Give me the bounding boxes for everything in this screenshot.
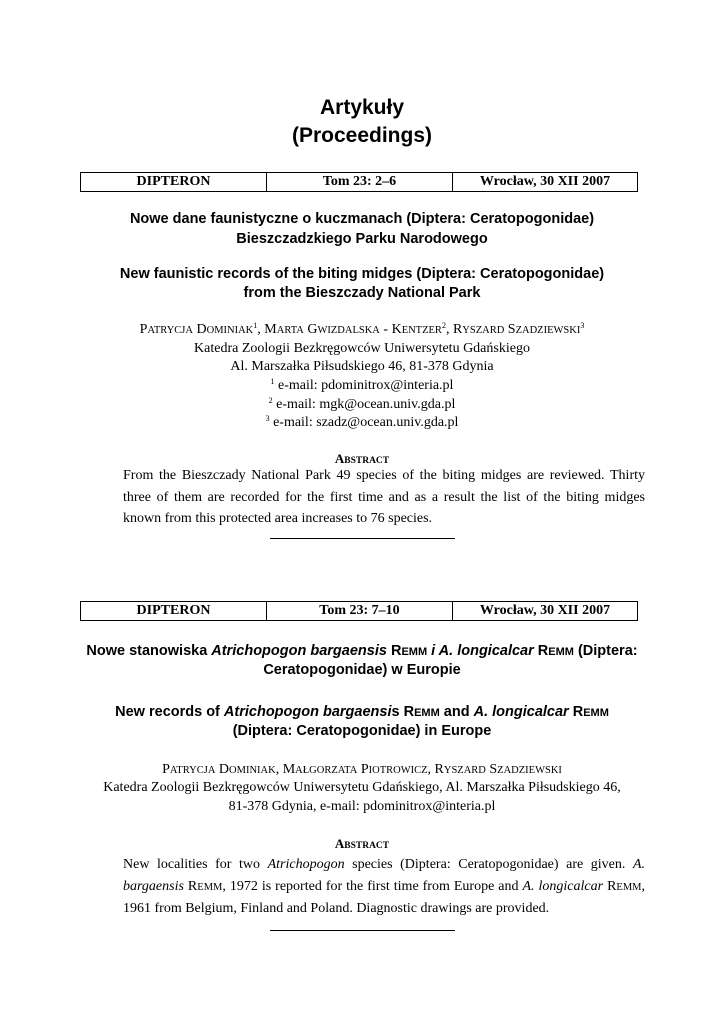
article-1-divider (270, 538, 455, 539)
section-subtitle: (Proceedings) (291, 124, 433, 147)
article-1-authors: PATRYCJA DOMINIAK$^1$, MARTA GWIZDALSKA - KENTZER$^2$, RYSZARD SZADZIEWSKI$^3$ (139, 321, 585, 337)
section-title: Artykuły (319, 96, 405, 119)
article-1-affiliation: Katedra Zoologii Bezkręgowców Uniwersytetu Gdańskiego (194, 341, 530, 356)
article-2-address-email: 81-378 Gdynia, e-mail: pdominitrox@interia.pl (228, 799, 496, 814)
article-2-title-en-line1: New records of Atrichopogon bargaensis REMM and A. longicalcar REMM (115, 704, 609, 720)
place-date: Wrocław, 30 XII 2007 (479, 174, 611, 189)
article-2-info-table (80, 601, 638, 621)
article-1-title-pl-line1: Nowe dane faunistyczne o kuczmanach (Diptera: Ceratopogonidae) (129, 211, 595, 227)
article-1-title-pl-line2: Bieszczadzkiego Parku Narodowego (236, 231, 488, 247)
article-1-abstract-heading: ABSTRACT (334, 451, 390, 466)
article-1-info-table (80, 172, 638, 192)
article-1-title-en-line2: from the Bieszczady National Park (243, 285, 481, 301)
journal-name: DIPTERON (81, 602, 267, 620)
volume-pages: Tom 23: 2–6 (267, 173, 453, 191)
article-1-address: Al. Marszałka Piłsudskiego 46, 81-378 Gdynia (230, 359, 494, 374)
article-1-email-3: $^3$ e-mail: szadz@ocean.univ.gda.pl (265, 414, 459, 430)
article-1-title-en-line1: New faunistic records of the biting midges (Diptera: Ceratopogonidae) (119, 266, 605, 282)
article-2-authors: PATRYCJA DOMINIAK, MAŁGORZATA PIOTROWICZ, RYSZARD SZADZIEWSKI (162, 762, 562, 777)
article-1-email-1: $^1$ e-mail: pdominitrox@interia.pl (270, 377, 454, 393)
article-2-abstract-heading: ABSTRACT (334, 836, 390, 851)
place-date: Wrocław, 30 XII 2007 (479, 603, 611, 618)
article-1-abstract-text: From the Bieszczady National Park 49 species of the biting midges are reviewed. Thirty three of them are recorded for the first time and as a result the list of the biting midges known from this protected area increases to 76 species. (123, 468, 645, 526)
article-2-abstract-text: New localities for two Atrichopogon species (Diptera: Ceratopogonidae) are given. A. bargaensis REMM, 1972 is reported for the first time from Europe and A. longicalcar REMM, 1961 from Belgium, Finland and Poland. Diagnostic drawings are provided. (123, 857, 646, 916)
article-2-affiliation: Katedra Zoologii Bezkręgowców Uniwersytetu Gdańskiego, Al. Marszałka Piłsudskiego 46, (103, 780, 621, 795)
article-2-title-pl-line1: Nowe stanowiska Atrichopogon bargaensis REMM i A. longicalcar REMM (Diptera: (86, 643, 638, 659)
article-2-title-pl-line2: Ceratopogonidae) w Europie (263, 662, 461, 678)
article-2-title-en-line2: (Diptera: Ceratopogonidae) in Europe (232, 723, 492, 739)
volume-pages: Tom 23: 7–10 (267, 602, 453, 620)
article-1-email-2: $^2$ e-mail: mgk@ocean.univ.gda.pl (268, 396, 456, 412)
journal-name: DIPTERON (81, 173, 267, 191)
article-2-divider (270, 930, 455, 931)
